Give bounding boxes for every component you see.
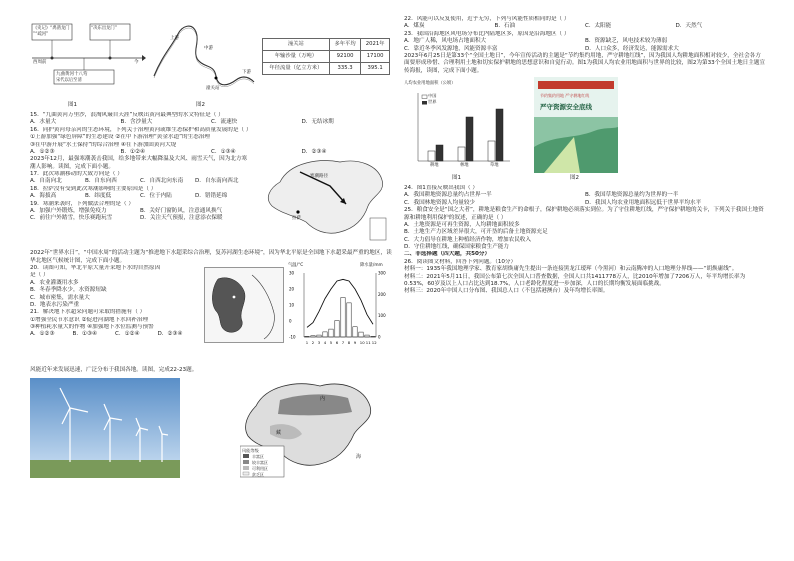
flow-node-4: 宋代以后至清 <box>56 78 82 83</box>
question-23: 23．我国沿海地区风电场分布比内陆地区多，原因是沿海地区（ ） <box>404 30 570 37</box>
table-header-cell: 2021年 <box>361 39 390 51</box>
china-cold-wave-map <box>260 152 390 244</box>
option[interactable]: C．大力倡导在耕地上种植经济作物，增加农民收入 <box>404 236 531 243</box>
wind-intro: 风能近年来发展迅速，广泛分布于我国各地。读图，完成22-23题。 <box>30 367 198 373</box>
question-26: 26．阅读图文材料，回答下列问题。（10分） <box>404 258 517 265</box>
map-label-upper: 上游 <box>170 36 179 41</box>
question-20: 20．读图可知，华北平原大量开采地下水的自然原因 <box>30 265 161 271</box>
climate-y-right-label: 降水量/mm <box>360 263 383 268</box>
option[interactable]: C．城市密集，需水量大 <box>30 294 90 301</box>
q20-options <box>30 280 200 310</box>
q24-options <box>404 192 766 207</box>
option[interactable]: B．①③④ <box>72 331 97 338</box>
precip-tick-label: 300 <box>378 270 386 276</box>
q18-options <box>30 193 250 200</box>
option[interactable]: B．①②④ <box>120 148 145 155</box>
land-cat-label: 林地 <box>460 163 469 168</box>
world-bar <box>496 109 503 161</box>
cold-wave-intro: 2023年12月，最强寒潮袭击我国，给多地带来大幅降温及大风、雨雪天气，因为北方寒潮人影响。读图，完成下面小题。 <box>30 156 248 170</box>
left-column <box>30 16 392 556</box>
land-day-intro: 2023年6月25日是第33个“全国土地日”，今年宣传活动的主题是“节约集约用地，严守耕地红线”，因为我国人均耕地面积相对较少，全社会各方面要形成珍惜、合理利用土地和切实保护耕地的思想意识和自觉行动。图1为我国人均农业用地面积与世界的比较，图2为第33个全国土地日主题宣传海报，读图，完成下面小题。 <box>404 52 766 74</box>
land-chart-title: 人均农业用地面积（公顷） <box>404 81 456 86</box>
option[interactable]: D．②③④ <box>301 148 327 155</box>
precip-bar <box>365 335 369 337</box>
q22-options <box>404 23 766 30</box>
table-cell: 年径流量（亿立方米） <box>263 62 330 74</box>
precip-bar <box>335 321 339 337</box>
option[interactable]: A．土地资源是可再生资源，人均耕地面积较多 <box>404 221 520 228</box>
temp-tick-label: 0 <box>289 318 292 324</box>
option[interactable]: D．错错延绵 <box>195 193 228 200</box>
material-2: 材料二：2021年5月11日，我国公布第七次全国人口普查数据，全国人口共1411778万人，比2010年增加了7206万人，年平均增长率为0.53%，60岁及以上人口占比达到18.7%，人口老龄化程度进一步加深，人口的长期均衡发展面临挑战。 <box>404 273 746 287</box>
option[interactable]: A．加强户外锻炼，增强免疫力 <box>30 207 107 214</box>
option[interactable]: A．农业灌溉用水多 <box>30 279 79 286</box>
precip-bar <box>329 329 333 337</box>
q16-item-1: ①上游加强“绿色屏障”的生态建设 ②在中下游治理“黄金水道”的生态治理 <box>30 134 211 141</box>
wind-legend-item: 可利用区 <box>252 466 268 472</box>
month-tick-label: 8 <box>347 340 351 345</box>
question-24: 24．图1直接反映出我国（ ） <box>404 185 478 191</box>
cold-wave-section <box>30 156 392 250</box>
question-19: 19．寒潮来袭时，下列做法合理的是（ ） <box>30 200 134 207</box>
option[interactable]: B．石油 <box>494 23 516 30</box>
table-cell: 92100 <box>329 50 360 62</box>
option[interactable]: A．我国耕地资源总量约占世界一半 <box>404 192 492 199</box>
land-cat-label: 耕地 <box>430 163 439 168</box>
option[interactable]: A．水量大 <box>30 119 57 126</box>
option[interactable]: C．①③④ <box>211 148 236 155</box>
flow-axis-end: 今 <box>134 60 139 65</box>
q17-options <box>30 178 250 185</box>
table-cell: 17100 <box>361 50 390 62</box>
wind-map-label: 内 <box>320 396 326 403</box>
option[interactable]: D．地表水污染严重 <box>30 301 80 308</box>
precip-tick-label: 100 <box>378 313 386 319</box>
option[interactable]: B．土地生产力区域差异很大，可开垦的后备土地资源充足 <box>404 229 548 236</box>
question-17: 17．此次寒潮移动的大致方向是（ ） <box>30 171 123 177</box>
question-22: 22．风能可以反复使用，近乎无穷，下列与风能性质相同的是（ ） <box>404 16 570 22</box>
table-header-cell: 潼关站 <box>263 39 330 51</box>
north-china-section <box>30 265 392 361</box>
china-bar <box>428 151 435 161</box>
climate-chart <box>288 265 392 349</box>
map-label-middle: 中游 <box>204 46 213 51</box>
q23-options <box>404 38 766 53</box>
question-20-cont: 是（ ） <box>30 272 49 279</box>
option[interactable]: D．②③④ <box>157 331 183 338</box>
temp-tick-label: -10 <box>289 334 296 340</box>
wind-figures <box>30 378 392 482</box>
option[interactable]: A．自南向北 <box>30 178 62 185</box>
cold-map-label-lhasa: 拉萨 <box>292 216 301 222</box>
q25-options <box>404 222 766 252</box>
option[interactable]: D．我国人均农业用地面积远低于世界平均水平 <box>585 199 702 206</box>
world-bar <box>436 145 443 161</box>
land-legend-china: 中国 <box>428 93 437 98</box>
north-china-map <box>204 267 284 343</box>
option[interactable]: C．太阳能 <box>585 23 612 30</box>
fig1-label: 图1 <box>68 102 77 108</box>
month-tick-label: 3 <box>317 340 321 345</box>
table-cell: 395.1 <box>361 62 390 74</box>
china-bar <box>458 147 465 161</box>
map-label-lower: 下游 <box>242 70 251 75</box>
question-18: 18．拉萨没有受到此次寒潮影响的主要原因是（ ） <box>30 185 157 192</box>
poster-title: 严守资源安全底线 <box>540 103 592 111</box>
poster-fig2-label: 图2 <box>570 175 579 181</box>
option[interactable]: C．前往户外踏雪，快乐赛跑玩雪 <box>30 215 113 222</box>
month-tick-label: 5 <box>329 340 333 345</box>
poster-slogan: 节约集约用地 严守耕地红线 <box>540 93 590 98</box>
water-day-intro: 2022年“世界水日”，“中国水周”的活动主题为“推进地下水超采综合治理，复苏河湖生态环境”，因为华北平原是全国地下水超采最严重的地区，读华北地区气候统计图，完成下面小题。 <box>30 250 392 264</box>
table-header-row <box>263 39 390 51</box>
option[interactable]: A．海拔高 <box>30 193 57 200</box>
month-tick-label: 9 <box>353 340 357 345</box>
month-tick-label: 1 <box>305 340 309 345</box>
temp-tick-label: 30 <box>289 270 295 276</box>
option[interactable]: B．我国草地资源总量约为世界的一半 <box>585 192 679 199</box>
precip-bar <box>323 332 327 337</box>
precip-bar <box>347 303 351 337</box>
world-bar <box>466 117 473 161</box>
flow-node-1: 《史记》“禹凿龙门 ”“疏河” <box>33 26 70 37</box>
material-3: 材料三：2020年中国人口分布图、我国总人口（不包括港澳台）及年均增长率图。 <box>404 288 609 295</box>
material-1: 材料一：1935年我国地理学家、教育家胡焕庸先生提出一条连接黑龙江瑷珲（今黑河）和云南腾冲的人口地理分界线——“胡焕庸线”。 <box>404 266 738 273</box>
table-header-cell: 多年平均 <box>329 39 360 51</box>
option[interactable]: D．自东南向西北 <box>195 178 239 185</box>
option[interactable]: B．资源缺乏，风电技术较为薄弱 <box>585 38 668 45</box>
china-bar <box>488 141 495 161</box>
option[interactable]: C．自西北向东南 <box>140 178 184 185</box>
q15-options <box>30 119 392 126</box>
legend-swatch-world <box>422 101 427 105</box>
option[interactable]: C．位于内陆 <box>140 193 172 200</box>
precip-bar <box>359 332 363 337</box>
legend-swatch-china <box>422 95 427 99</box>
question-21: 21．解决地下水超采问题可采取的措施有（ ） <box>30 309 146 316</box>
option[interactable]: A．①②③ <box>30 148 55 155</box>
month-tick-label: 10 <box>359 340 365 345</box>
month-tick-label: 11 <box>365 340 371 345</box>
option[interactable]: D．无结冰期 <box>301 119 334 126</box>
option[interactable]: C．靠近冬季风发源地，风能资源丰富 <box>404 45 498 52</box>
precip-tick-label: 200 <box>378 291 386 297</box>
option[interactable]: A．地广人稀，风电场占地面积大 <box>404 38 487 45</box>
flow-node-2: “决东出龙门” <box>91 26 117 31</box>
land-figures <box>404 81 766 185</box>
month-tick-label: 2 <box>311 340 315 345</box>
wind-turbine-photo <box>30 378 180 478</box>
option[interactable]: D．关注天气预报，注意添衣保暖 <box>140 215 223 222</box>
option[interactable]: D．守住耕地红线，确保国家粮食生产能力 <box>404 244 509 250</box>
question-16: 16．同护黄河母亲河的生态环境，下列关于治理黄河或维生态保护和高质量发展的是（ ） <box>30 126 252 133</box>
flow-axis-start: 西周前 <box>33 60 47 65</box>
option[interactable]: A．①②③ <box>30 331 55 338</box>
question-15: 15．“九曲黄河万里沙，浪淘风簸自天涯”反映出黄河最典型的水文特征是（ ） <box>30 112 224 118</box>
option[interactable]: C．我国林地资源人均量较少 <box>404 199 476 206</box>
precip-tick-label: 0 <box>378 334 381 340</box>
land-cat-label: 草地 <box>490 163 499 168</box>
land-day-poster <box>534 77 618 173</box>
question-25: 25．粮食安全是“国之大者”，耕地是粮食生产的命根子，保护耕地必须落实到位。为了守住耕地红线，严守保护耕地的关卡，下列关于我国土地资源和耕地利用保护的叙述，正确的是（ ） <box>404 207 764 221</box>
wind-map-label: 海 <box>356 454 362 461</box>
option[interactable]: D．人口众多，经济发达，能源需求大 <box>585 45 679 52</box>
map-label-station: 潼关站 <box>206 86 220 91</box>
wind-legend-title: 风能等级 <box>242 448 259 454</box>
option[interactable]: B．冬春季降水少，水资源短缺 <box>30 287 107 294</box>
table-cell: 年输沙量（万吨） <box>263 50 330 62</box>
precip-bar <box>341 298 345 337</box>
option[interactable]: C．流速快 <box>211 119 238 126</box>
land-legend-world: 世界 <box>428 99 437 104</box>
q16-item-2: ③在中游开展“水土保持”的综合治理 ④在下游加固黄河大堤 <box>30 141 177 148</box>
table-row <box>263 50 390 62</box>
land-fig1-label: 图1 <box>452 175 461 181</box>
yellow-river-map <box>152 16 256 100</box>
q21-item-1: ①增强全民节水意识 ②促进河湖地下水回补治理 <box>30 316 149 323</box>
precip-bar <box>317 335 321 337</box>
table-cell: 335.3 <box>329 62 360 74</box>
q15-figure-area <box>30 16 392 112</box>
option[interactable]: A．煤炭 <box>404 23 425 30</box>
month-tick-label: 7 <box>341 340 345 345</box>
option[interactable]: D．天然气 <box>675 23 703 30</box>
q21-options <box>30 331 200 338</box>
month-tick-label: 12 <box>371 340 377 345</box>
wind-legend-item: 贫乏区 <box>252 472 264 478</box>
climate-y-left-label: 气温/°C <box>288 263 304 268</box>
option[interactable]: C．①②④ <box>115 331 140 338</box>
wind-legend-item: 丰富区 <box>252 454 264 460</box>
right-column <box>404 16 766 556</box>
temperature-line <box>307 279 373 327</box>
precip-bar <box>353 327 357 337</box>
option[interactable]: B．关好门窗防风，注意通风换气 <box>140 207 223 214</box>
cold-map-label-path: 寒潮路径 <box>310 174 328 180</box>
q19-options <box>30 208 250 223</box>
temp-tick-label: 10 <box>289 302 295 308</box>
wind-map-label: 藏 <box>276 430 282 437</box>
q21-item-2: ③种植耗水量大的作物 ④加强地下水位监测与预警 <box>30 324 154 330</box>
month-tick-label: 4 <box>323 340 327 345</box>
section-heading: 二、非选择题（四大题，共50分） <box>404 251 491 258</box>
flow-node-3: 九曲黄河十八弯 <box>56 72 88 77</box>
option[interactable]: B．含沙量大 <box>120 119 153 126</box>
tongguan-table <box>262 38 390 75</box>
wind-legend-item: 较丰富区 <box>252 460 268 466</box>
option[interactable]: B．纬度低 <box>85 193 112 200</box>
temp-tick-label: 20 <box>289 286 295 292</box>
fig2-label: 图2 <box>196 102 205 108</box>
table-row <box>263 62 390 74</box>
month-tick-label: 6 <box>335 340 339 345</box>
option[interactable]: B．自东向西 <box>85 178 117 185</box>
